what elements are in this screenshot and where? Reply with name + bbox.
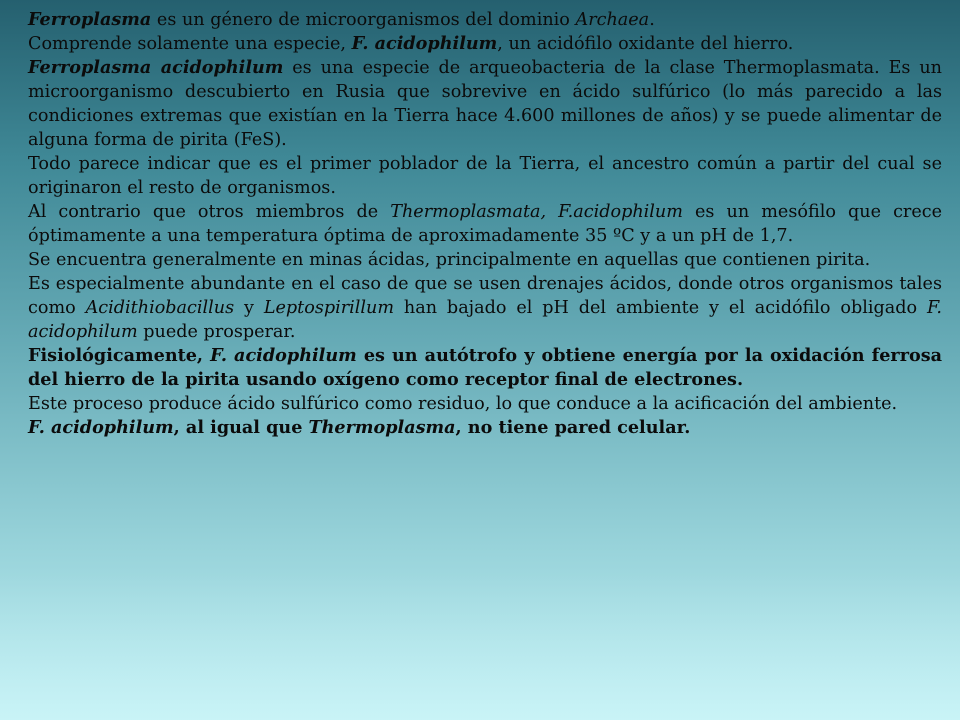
text-run: Archaea <box>575 10 650 30</box>
text-run: F. acidophilum <box>28 298 942 342</box>
text-run: Ferroplasma acidophilum <box>28 57 284 78</box>
paragraph-mesophile <box>28 200 942 248</box>
text-run: Thermoplasma <box>308 417 456 438</box>
text-run: Ferroplasma <box>28 9 152 30</box>
text-run: es un autótrofo y obtiene energía por la oxidación ferrosa del hierro de la pirita usando oxígeno como receptor final de electrones. <box>28 345 942 390</box>
text-run: F. acidophilum <box>351 33 498 54</box>
paragraph-habitat <box>28 248 942 272</box>
text-run: , un acidófilo oxidante del hierro. <box>497 34 794 54</box>
text-run: han bajado el pH del ambiente y el acidófilo obligado <box>394 298 927 318</box>
text-run: Leptospirillum <box>263 298 395 318</box>
paragraph-cell-wall <box>28 416 942 440</box>
text-run: Se encuentra generalmente en minas ácidas, principalmente en aquellas que contienen pirita. <box>28 250 871 270</box>
text-run: es un género de microorganismos del dominio <box>151 10 576 30</box>
text-run: Todo parece indicar que es el primer poblador de la Tierra, el ancestro común a partir del cual se originaron el resto de organismos. <box>28 154 942 198</box>
text-block <box>28 8 942 440</box>
paragraph-abundance <box>28 272 942 344</box>
text-run: Este proceso produce ácido sulfúrico como residuo, lo que conduce a la acificación del ambiente. <box>28 394 898 414</box>
text-run: F. acidophilum <box>28 417 174 438</box>
background-sheen <box>0 570 960 720</box>
text-run: es una especie de arqueobacteria de la clase Thermoplasmata. Es un microorganismo descubierto en Rusia que sobrevive en ácido sulfúrico (lo más parecido a las condiciones extremas que existían en la Tierra hace 4.600 millones de años) y se puede alimentar de alguna forma de pirita (FeS). <box>28 58 942 150</box>
text-run: Fisiológicamente, <box>28 345 211 366</box>
paragraph-process <box>28 392 942 416</box>
text-run: . <box>649 10 655 30</box>
text-run: Comprende solamente una especie, <box>28 34 352 54</box>
text-run: , no tiene pared celular. <box>455 417 691 438</box>
text-run: F. acidophilum <box>210 345 357 366</box>
paragraph-description <box>28 56 942 152</box>
paragraph-physiology <box>28 344 942 392</box>
text-run: Es especialmente abundante en el caso de que se usen drenajes ácidos, donde otros organismos tales como <box>28 274 942 318</box>
paragraph-genus <box>28 8 942 32</box>
paragraph-ancestor <box>28 152 942 200</box>
text-run: Acidithiobacillus <box>85 298 235 318</box>
text-run: es un mesófilo que crece óptimamente a una temperatura óptima de aproximadamente 35 ºC y a un pH de 1,7. <box>28 202 943 246</box>
text-run: , al igual que <box>173 417 309 438</box>
text-run: y <box>234 298 264 318</box>
text-run: Al contrario que otros miembros de <box>28 202 391 222</box>
text-run: Thermoplasmata, F.acidophilum <box>390 202 683 222</box>
text-run: puede prosperar. <box>137 322 296 342</box>
paragraph-species <box>28 32 942 56</box>
